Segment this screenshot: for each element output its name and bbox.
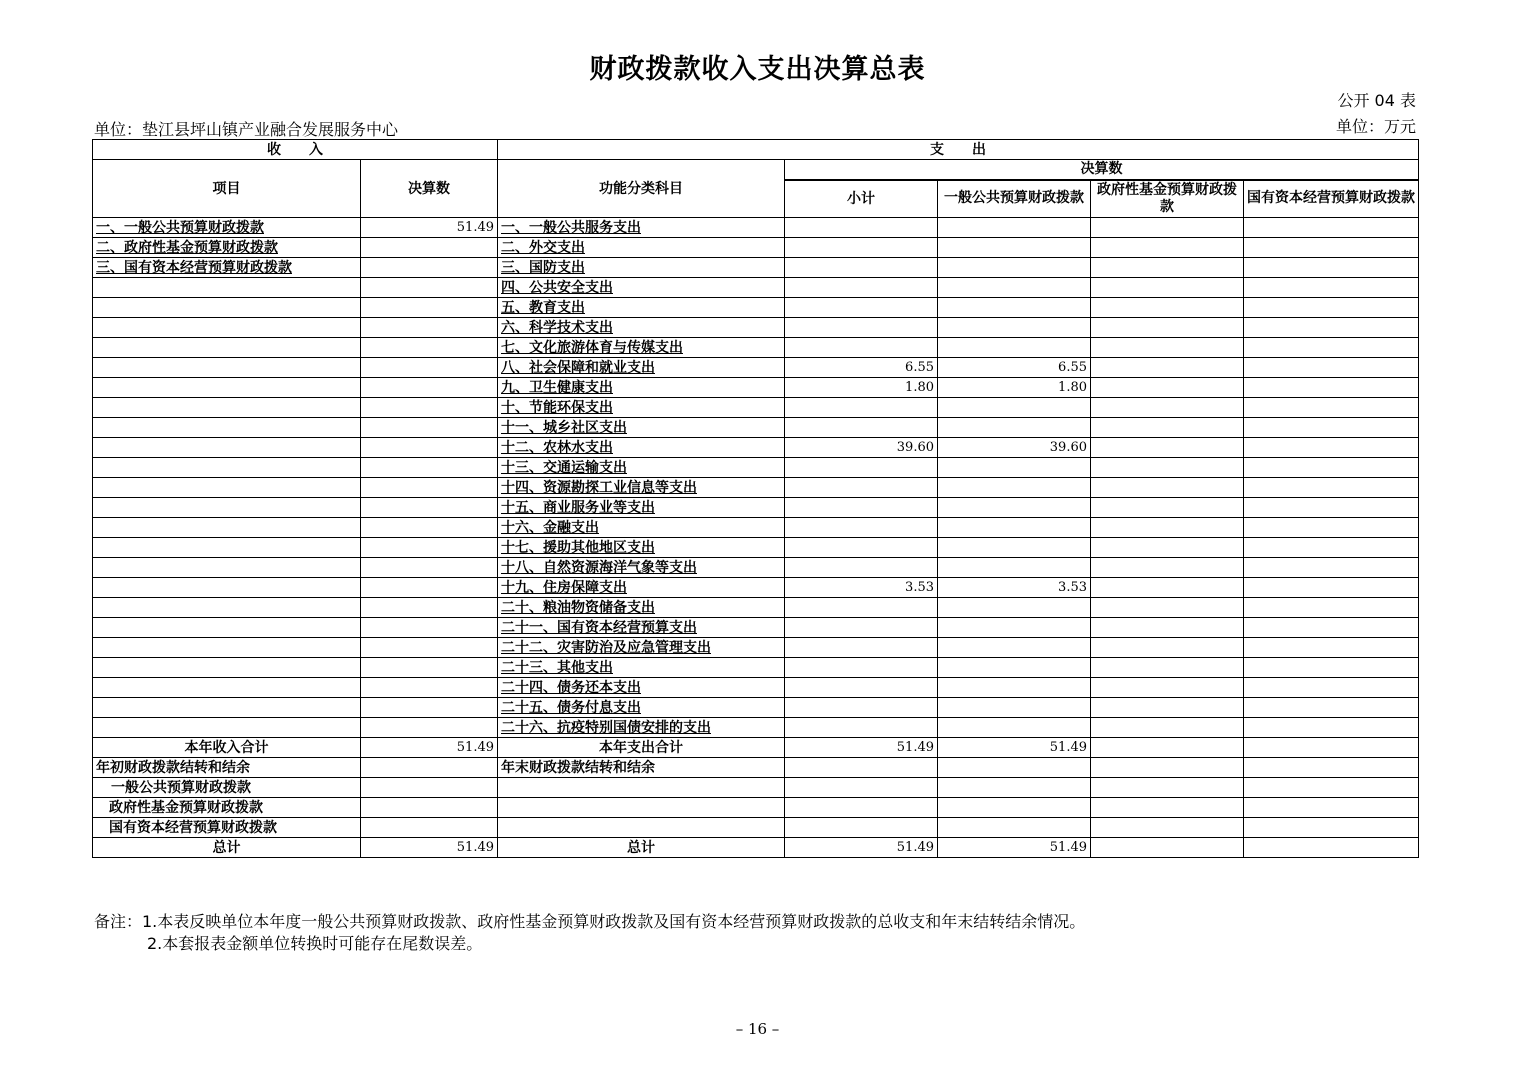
- grand-expense-fund: [1091, 838, 1244, 858]
- income-item: [93, 618, 361, 638]
- table-row: [93, 398, 1419, 418]
- income-item: [93, 718, 361, 738]
- expense-fund: [1091, 358, 1244, 378]
- expense-fund: [1091, 518, 1244, 538]
- expense-item-text: 二十四、债务还本支出: [501, 679, 641, 696]
- expense-subtotal: [785, 558, 938, 578]
- table-row: [93, 598, 1419, 618]
- table-row: [93, 578, 1419, 598]
- expense-item: [498, 418, 785, 438]
- income-amount: [361, 658, 498, 678]
- income-amount: [361, 438, 498, 458]
- expense-subtotal: [785, 258, 938, 278]
- expense-item: [498, 478, 785, 498]
- expense-capital: [1244, 598, 1419, 618]
- expense-subtotal: [785, 598, 938, 618]
- grand-expense-subtotal: 51.49: [785, 838, 938, 858]
- expense-subtotal: 3.53: [785, 578, 938, 598]
- expense-item-text: 十一、城乡社区支出: [501, 419, 627, 436]
- income-amount: [361, 378, 498, 398]
- expense-fund: [1091, 418, 1244, 438]
- income-item: [93, 318, 361, 338]
- expense-general: [938, 278, 1091, 298]
- income-amount-header: 决算数: [361, 160, 498, 218]
- expense-subtotal: [785, 658, 938, 678]
- expense-general: 3.53: [938, 578, 1091, 598]
- table-body: [93, 218, 1419, 738]
- expense-capital: [1244, 698, 1419, 718]
- expense-item-text: 十九、住房保障支出: [501, 579, 627, 596]
- income-item: [93, 378, 361, 398]
- expense-fund: [1091, 638, 1244, 658]
- table-row: [93, 658, 1419, 678]
- table-row: [93, 298, 1419, 318]
- gov-fund-header: 政府性基金预算财政拨款: [1091, 180, 1244, 218]
- year-total-row: [93, 738, 1419, 758]
- expense-fund: [1091, 458, 1244, 478]
- expense-capital: [1244, 458, 1419, 478]
- expense-capital: [1244, 358, 1419, 378]
- expense-fund: [1091, 258, 1244, 278]
- income-item: [93, 678, 361, 698]
- expense-general: 6.55: [938, 358, 1091, 378]
- expense-general: [938, 518, 1091, 538]
- expense-general: [938, 478, 1091, 498]
- subtotal-header: 小计: [785, 180, 938, 218]
- expense-general: [938, 318, 1091, 338]
- expense-fund: [1091, 278, 1244, 298]
- state-capital-header: 国有资本经营预算财政拨款: [1244, 180, 1419, 218]
- table-row: [93, 458, 1419, 478]
- income-amount: [361, 678, 498, 698]
- expense-subtotal: [785, 618, 938, 638]
- income-item: [93, 698, 361, 718]
- table-row: [93, 438, 1419, 458]
- expense-subtotal: [785, 238, 938, 258]
- expense-capital: [1244, 378, 1419, 398]
- income-amount: [361, 358, 498, 378]
- income-amount: [361, 538, 498, 558]
- expense-fund: [1091, 238, 1244, 258]
- income-item: [93, 558, 361, 578]
- grand-expense-label: 总计: [498, 838, 785, 858]
- expense-capital: [1244, 658, 1419, 678]
- expense-item: [498, 698, 785, 718]
- expense-fund: [1091, 558, 1244, 578]
- income-amount: [361, 638, 498, 658]
- expense-subtotal: [785, 498, 938, 518]
- income-item: [93, 258, 361, 278]
- expense-general: [938, 298, 1091, 318]
- expense-fund: [1091, 498, 1244, 518]
- table-row: [93, 238, 1419, 258]
- expense-item-text: 二十二、灾害防治及应急管理支出: [501, 639, 711, 656]
- function-subject-header: 功能分类科目: [498, 160, 785, 218]
- balance-row: [93, 758, 1419, 778]
- expense-item: [498, 398, 785, 418]
- begin-general-label: 一般公共预算财政拨款: [93, 778, 361, 798]
- grand-income-value: 51.49: [361, 838, 498, 858]
- expense-subtotal: [785, 298, 938, 318]
- income-amount: [361, 278, 498, 298]
- expense-item-text: 十五、商业服务业等支出: [501, 499, 655, 516]
- table-row: [93, 638, 1419, 658]
- begin-fund-row: [93, 798, 1419, 818]
- expense-capital: [1244, 318, 1419, 338]
- expense-capital: [1244, 238, 1419, 258]
- expense-general: [938, 398, 1091, 418]
- expense-fund: [1091, 578, 1244, 598]
- income-amount: [361, 598, 498, 618]
- income-item: [93, 418, 361, 438]
- year-expense-capital: [1244, 738, 1419, 758]
- expense-item-text: 八、社会保障和就业支出: [501, 359, 655, 376]
- income-item: [93, 438, 361, 458]
- table-row: [93, 378, 1419, 398]
- income-item: [93, 298, 361, 318]
- expense-item: [498, 338, 785, 358]
- income-item: [93, 638, 361, 658]
- expense-subtotal: 1.80: [785, 378, 938, 398]
- expense-capital: [1244, 718, 1419, 738]
- income-item: [93, 358, 361, 378]
- expense-general: [938, 418, 1091, 438]
- expense-general: 1.80: [938, 378, 1091, 398]
- grand-expense-capital: [1244, 838, 1419, 858]
- expense-general: [938, 718, 1091, 738]
- income-amount: [361, 558, 498, 578]
- income-amount: [361, 498, 498, 518]
- expense-item-text: 五、教育支出: [501, 299, 585, 316]
- expense-general: [938, 218, 1091, 238]
- expense-capital: [1244, 478, 1419, 498]
- expense-general: [938, 558, 1091, 578]
- expense-general: [938, 238, 1091, 258]
- expense-capital: [1244, 418, 1419, 438]
- table-row: [93, 698, 1419, 718]
- expense-subtotal: [785, 458, 938, 478]
- year-expense-general: 51.49: [938, 738, 1091, 758]
- expense-item: [498, 318, 785, 338]
- income-amount: 51.49: [361, 218, 498, 238]
- budget-amount-group-header: 决算数: [785, 160, 1419, 180]
- income-amount: [361, 338, 498, 358]
- expense-subtotal: [785, 718, 938, 738]
- begin-capital-label: 国有资本经营预算财政拨款: [93, 818, 361, 838]
- expense-item: [498, 558, 785, 578]
- expense-item-text: 二十一、国有资本经营预算支出: [501, 619, 697, 636]
- organization-unit: 单位：垫江县坪山镇产业融合发展服务中心: [94, 120, 399, 139]
- expense-general: [938, 258, 1091, 278]
- expense-item: [498, 518, 785, 538]
- expense-general: 39.60: [938, 438, 1091, 458]
- table-row: [93, 418, 1419, 438]
- table-row: [93, 678, 1419, 698]
- page-number: – 16 –: [735, 1020, 780, 1038]
- income-item: [93, 238, 361, 258]
- expense-capital: [1244, 298, 1419, 318]
- expense-capital: [1244, 678, 1419, 698]
- year-income-label: 本年收入合计: [93, 738, 361, 758]
- expense-item: [498, 438, 785, 458]
- expense-subtotal: 39.60: [785, 438, 938, 458]
- income-amount: [361, 618, 498, 638]
- expense-fund: [1091, 698, 1244, 718]
- item-header: 项目: [93, 160, 361, 218]
- expense-subtotal: [785, 538, 938, 558]
- grand-income-label: 总计: [93, 838, 361, 858]
- income-item-text: 二、政府性基金预算财政拨款: [96, 239, 278, 256]
- expense-fund: [1091, 398, 1244, 418]
- expense-item: [498, 358, 785, 378]
- expense-item-text: 十三、交通运输支出: [501, 459, 627, 476]
- expense-item-text: 七、文化旅游体育与传媒支出: [501, 339, 683, 356]
- note-line-1: 备注：1.本表反映单位本年度一般公共预算财政拨款、政府性基金预算财政拨款及国有资本经营预算财政拨款的总收支和年末结转结余情况。: [94, 912, 1086, 931]
- page-title: 财政拨款收入支出决算总表: [589, 54, 926, 85]
- table-row: [93, 498, 1419, 518]
- expense-item-text: 十七、援助其他地区支出: [501, 539, 655, 556]
- table-row: [93, 218, 1419, 238]
- table-row: [93, 278, 1419, 298]
- begin-general-row: [93, 778, 1419, 798]
- expense-capital: [1244, 398, 1419, 418]
- expense-item: [498, 458, 785, 478]
- begin-fund-label: 政府性基金预算财政拨款: [93, 798, 361, 818]
- expense-fund: [1091, 618, 1244, 638]
- expense-item-text: 九、卫生健康支出: [501, 379, 613, 396]
- table-row: [93, 258, 1419, 278]
- expense-general: [938, 458, 1091, 478]
- expense-fund: [1091, 678, 1244, 698]
- expense-item: [498, 618, 785, 638]
- expense-subtotal: [785, 338, 938, 358]
- begin-balance-label: 年初财政拨款结转和结余: [93, 758, 361, 778]
- expense-item-text: 十八、自然资源海洋气象等支出: [501, 559, 697, 576]
- expense-subtotal: [785, 418, 938, 438]
- expense-subtotal: [785, 518, 938, 538]
- income-header: 收 入: [93, 140, 498, 160]
- expense-item: [498, 258, 785, 278]
- expense-general: [938, 638, 1091, 658]
- expense-capital: [1244, 258, 1419, 278]
- income-amount: [361, 318, 498, 338]
- income-item: [93, 338, 361, 358]
- year-expense-label: 本年支出合计: [498, 738, 785, 758]
- expense-fund: [1091, 378, 1244, 398]
- income-amount: [361, 478, 498, 498]
- expense-item: [498, 278, 785, 298]
- expense-fund: [1091, 438, 1244, 458]
- table-row: [93, 718, 1419, 738]
- expense-general: [938, 598, 1091, 618]
- income-amount: [361, 458, 498, 478]
- expense-header: 支 出: [498, 140, 1419, 160]
- expense-item-text: 十六、金融支出: [501, 519, 599, 536]
- expense-item: [498, 718, 785, 738]
- year-income-value: 51.49: [361, 738, 498, 758]
- table-row: [93, 518, 1419, 538]
- expense-capital: [1244, 338, 1419, 358]
- expense-fund: [1091, 658, 1244, 678]
- income-amount: [361, 238, 498, 258]
- year-expense-fund: [1091, 738, 1244, 758]
- table-row: [93, 338, 1419, 358]
- expense-item-text: 三、国防支出: [501, 259, 585, 276]
- notes: [94, 911, 1085, 955]
- expense-capital: [1244, 558, 1419, 578]
- income-item: [93, 518, 361, 538]
- expense-item-text: 六、科学技术支出: [501, 319, 613, 336]
- expense-subtotal: [785, 678, 938, 698]
- expense-subtotal: [785, 278, 938, 298]
- expense-general: [938, 698, 1091, 718]
- expense-fund: [1091, 598, 1244, 618]
- expense-capital: [1244, 278, 1419, 298]
- expense-item: [498, 538, 785, 558]
- income-amount: [361, 718, 498, 738]
- expense-fund: [1091, 218, 1244, 238]
- expense-general: [938, 658, 1091, 678]
- begin-capital-row: [93, 818, 1419, 838]
- expense-general: [938, 538, 1091, 558]
- income-item: [93, 478, 361, 498]
- income-item: [93, 578, 361, 598]
- expense-item: [498, 298, 785, 318]
- expense-item: [498, 498, 785, 518]
- expense-capital: [1244, 498, 1419, 518]
- expense-fund: [1091, 538, 1244, 558]
- expense-fund: [1091, 478, 1244, 498]
- table-row: [93, 478, 1419, 498]
- note-line-2: 2.本套报表金额单位转换时可能存在尾数误差。: [147, 934, 483, 953]
- general-public-header: 一般公共预算财政拨款: [938, 180, 1091, 218]
- expense-capital: [1244, 218, 1419, 238]
- expense-general: [938, 618, 1091, 638]
- income-amount: [361, 418, 498, 438]
- expense-item-text: 二十六、抗疫特别国债安排的支出: [501, 719, 711, 736]
- grand-expense-general: 51.49: [938, 838, 1091, 858]
- expense-item: [498, 598, 785, 618]
- form-code: 公开 04 表: [1337, 91, 1416, 110]
- expense-capital: [1244, 578, 1419, 598]
- table-row: [93, 318, 1419, 338]
- expense-capital: [1244, 538, 1419, 558]
- expense-item-text: 十二、农林水支出: [501, 439, 613, 456]
- income-item-text: 三、国有资本经营预算财政拨款: [96, 259, 292, 276]
- table-row: [93, 618, 1419, 638]
- expense-item: [498, 658, 785, 678]
- income-item: [93, 598, 361, 618]
- expense-fund: [1091, 318, 1244, 338]
- expense-item: [498, 578, 785, 598]
- income-item-text: 一、一般公共预算财政拨款: [96, 219, 264, 236]
- expense-item-text: 十四、资源勘探工业信息等支出: [501, 479, 697, 496]
- income-item: [93, 658, 361, 678]
- table-row: [93, 558, 1419, 578]
- expense-subtotal: [785, 478, 938, 498]
- income-amount: [361, 518, 498, 538]
- expense-general: [938, 498, 1091, 518]
- income-item: [93, 458, 361, 478]
- income-amount: [361, 258, 498, 278]
- budget-table: [92, 139, 1419, 858]
- expense-subtotal: [785, 398, 938, 418]
- expense-fund: [1091, 338, 1244, 358]
- year-expense-subtotal: 51.49: [785, 738, 938, 758]
- expense-subtotal: [785, 218, 938, 238]
- expense-item: [498, 638, 785, 658]
- expense-subtotal: 6.55: [785, 358, 938, 378]
- income-amount: [361, 698, 498, 718]
- expense-item: [498, 678, 785, 698]
- expense-item-text: 二、外交支出: [501, 239, 585, 256]
- expense-item: [498, 378, 785, 398]
- income-amount: [361, 298, 498, 318]
- expense-item-text: 二十三、其他支出: [501, 659, 613, 676]
- grand-total-row: [93, 838, 1419, 858]
- expense-capital: [1244, 638, 1419, 658]
- expense-subtotal: [785, 318, 938, 338]
- expense-item: [498, 238, 785, 258]
- income-item: [93, 538, 361, 558]
- totals-body: [93, 738, 1419, 858]
- expense-general: [938, 678, 1091, 698]
- expense-subtotal: [785, 698, 938, 718]
- income-item: [93, 498, 361, 518]
- expense-capital: [1244, 438, 1419, 458]
- income-amount: [361, 398, 498, 418]
- expense-general: [938, 338, 1091, 358]
- expense-item-text: 十、节能环保支出: [501, 399, 613, 416]
- expense-item-text: 四、公共安全支出: [501, 279, 613, 296]
- expense-subtotal: [785, 638, 938, 658]
- income-item: [93, 218, 361, 238]
- expense-item-text: 二十五、债务付息支出: [501, 699, 641, 716]
- expense-item-text: 二十、粮油物资储备支出: [501, 599, 655, 616]
- expense-fund: [1091, 718, 1244, 738]
- income-item: [93, 398, 361, 418]
- expense-item-text: 一、一般公共服务支出: [501, 219, 641, 236]
- expense-capital: [1244, 518, 1419, 538]
- money-unit: 单位：万元: [1335, 117, 1416, 136]
- table-row: [93, 538, 1419, 558]
- income-item: [93, 278, 361, 298]
- end-balance-label: 年末财政拨款结转和结余: [498, 758, 785, 778]
- income-amount: [361, 578, 498, 598]
- expense-item: [498, 218, 785, 238]
- expense-fund: [1091, 298, 1244, 318]
- table-row: [93, 358, 1419, 378]
- expense-capital: [1244, 618, 1419, 638]
